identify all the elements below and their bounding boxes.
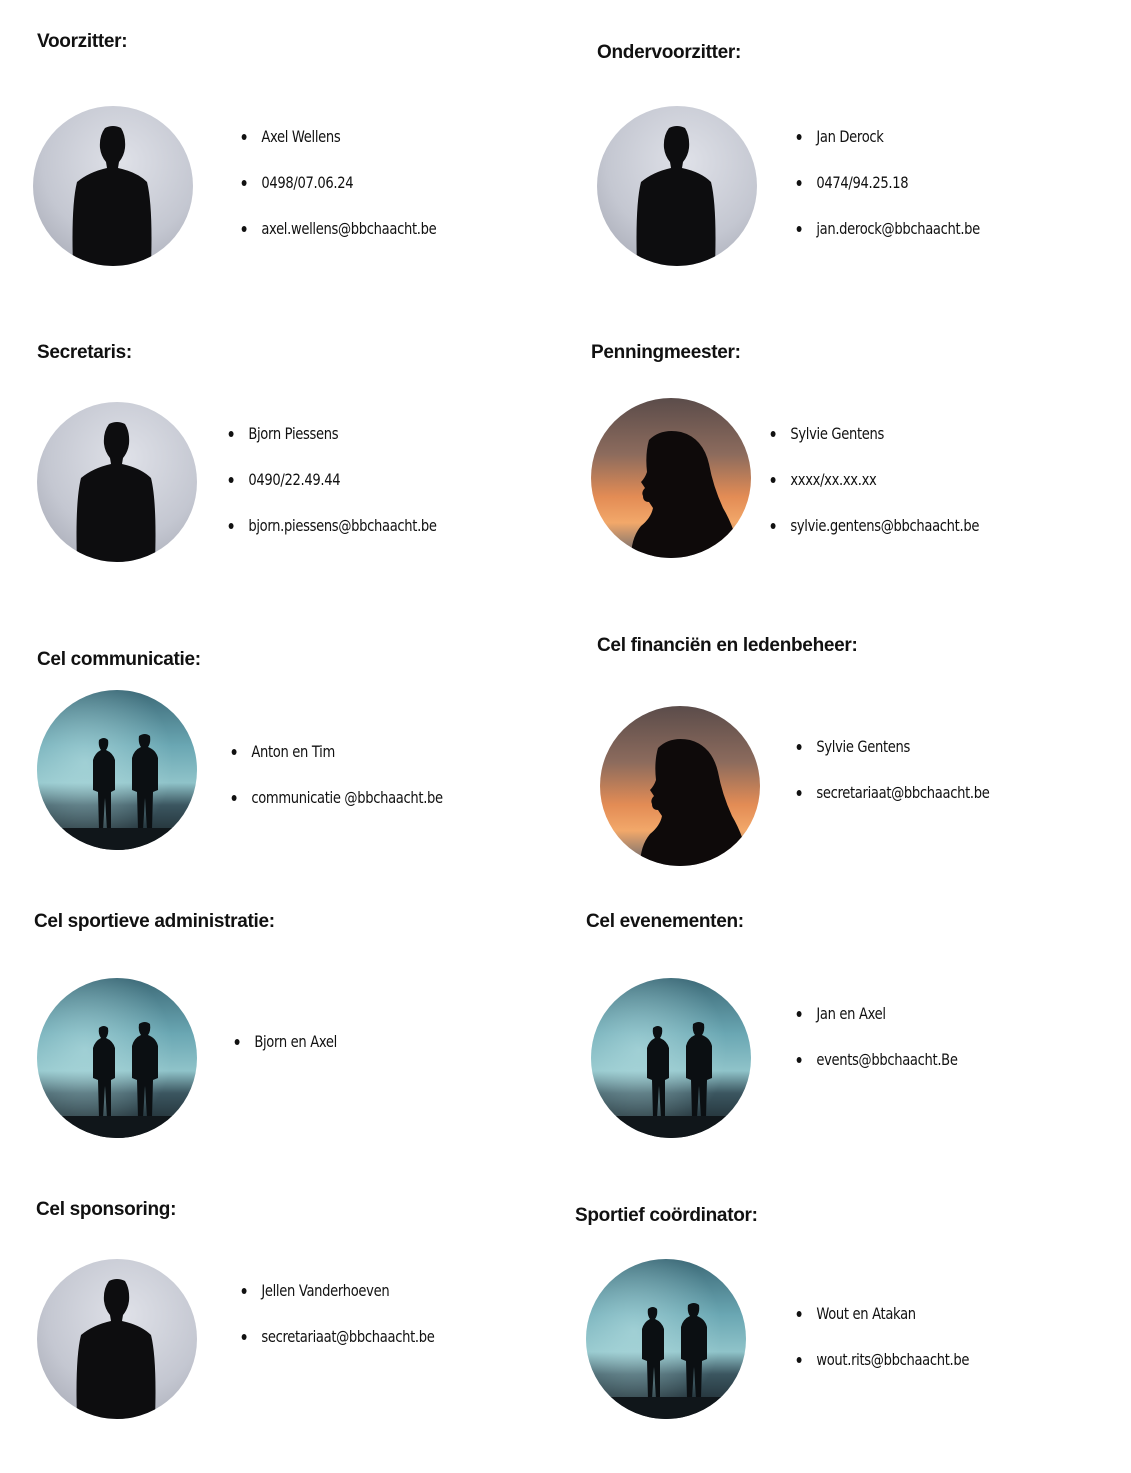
contact-name: Wout en Atakan	[795, 1291, 969, 1337]
two-people-silhouette-photo	[591, 978, 751, 1138]
contact-email[interactable]: axel.wellens@bbchaacht.be	[240, 206, 436, 252]
contact-email[interactable]: communicatie @bbchaacht.be	[230, 775, 443, 821]
section-heading-cel-communicatie: Cel communicatie:	[37, 649, 201, 670]
contact-name: Bjorn en Axel	[233, 1019, 337, 1065]
section-heading-cel-sponsoring: Cel sponsoring:	[36, 1199, 177, 1220]
contact-list-secretaris	[227, 411, 483, 549]
section-heading-cel-evenementen: Cel evenementen:	[586, 911, 744, 932]
contact-email[interactable]: secretariaat@bbchaacht.be	[795, 770, 990, 816]
contact-email[interactable]: bjorn.piessens@bbchaacht.be	[227, 503, 437, 549]
woman-sunset-silhouette-photo	[600, 706, 760, 866]
man-silhouette-photo	[33, 106, 193, 266]
contact-name: Anton en Tim	[230, 729, 443, 775]
contact-list-ondervoorzitter	[795, 114, 1021, 252]
contact-list-cel-sponsoring	[240, 1268, 477, 1360]
man-silhouette-photo	[597, 106, 757, 266]
contact-phone: xxxx/xx.xx.xx	[769, 457, 979, 503]
section-heading-sportief-coordinator: Sportief coördinator:	[575, 1205, 758, 1226]
two-people-silhouette-photo	[586, 1259, 746, 1419]
contact-email[interactable]: secretariaat@bbchaacht.be	[240, 1314, 435, 1360]
contact-name: Sylvie Gentens	[795, 724, 990, 770]
woman-sunset-silhouette-photo	[591, 398, 751, 558]
section-heading-cel-sportieve-administratie: Cel sportieve administratie:	[34, 911, 275, 932]
section-heading-voorzitter: Voorzitter:	[37, 31, 128, 52]
contact-list-cel-financien	[795, 724, 1032, 816]
contact-name: Bjorn Piessens	[227, 411, 437, 457]
contact-name: Jellen Vanderhoeven	[240, 1268, 435, 1314]
man-silhouette-photo	[37, 402, 197, 562]
contact-list-cel-communicatie	[230, 729, 490, 821]
contact-email[interactable]: events@bbchaacht.Be	[795, 1037, 958, 1083]
contact-name: Axel Wellens	[240, 114, 436, 160]
contact-phone: 0498/07.06.24	[240, 160, 436, 206]
contact-name: Sylvie Gentens	[769, 411, 979, 457]
contact-name: Jan en Axel	[795, 991, 958, 1037]
contact-name: Jan Derock	[795, 114, 980, 160]
contact-list-cel-evenementen	[795, 991, 993, 1083]
contact-email[interactable]: sylvie.gentens@bbchaacht.be	[769, 503, 979, 549]
section-heading-secretaris: Secretaris:	[37, 342, 132, 363]
contact-list-voorzitter	[240, 114, 479, 252]
man-silhouette-photo	[37, 1259, 197, 1419]
contact-list-penningmeester	[769, 411, 1025, 549]
two-people-silhouette-photo	[37, 978, 197, 1138]
section-heading-ondervoorzitter: Ondervoorzitter:	[597, 42, 742, 63]
contact-email[interactable]: jan.derock@bbchaacht.be	[795, 206, 980, 252]
contact-email[interactable]: wout.rits@bbchaacht.be	[795, 1337, 969, 1383]
section-heading-cel-financien: Cel financiën en ledenbeheer:	[597, 635, 858, 656]
contact-phone: 0490/22.49.44	[227, 457, 437, 503]
contact-list-sportief-coordinator	[795, 1291, 1007, 1383]
contact-phone: 0474/94.25.18	[795, 160, 980, 206]
two-people-silhouette-photo	[37, 690, 197, 850]
contact-list-cel-sportieve-administratie	[233, 1019, 360, 1065]
section-heading-penningmeester: Penningmeester:	[591, 342, 741, 363]
